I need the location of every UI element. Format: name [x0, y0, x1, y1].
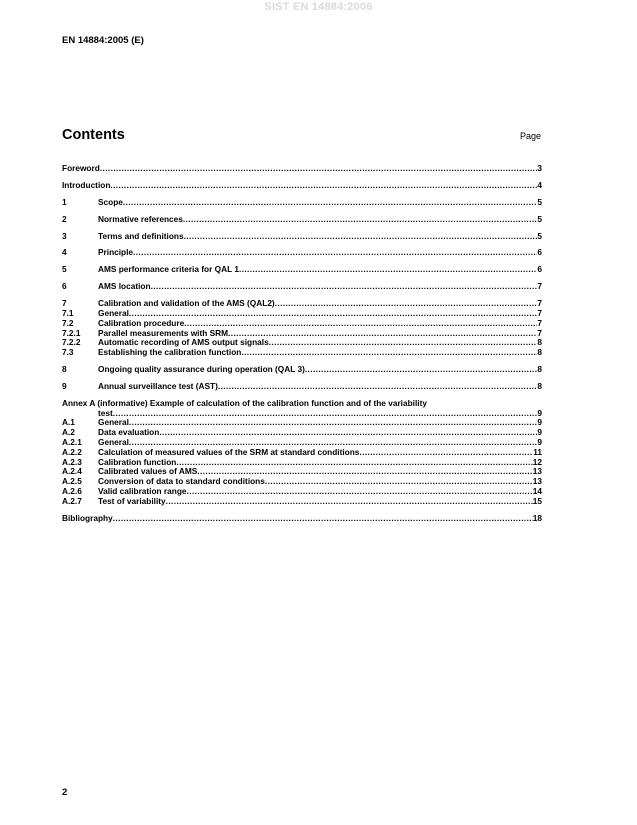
toc-entry-label: Calibration and validation of the AMS (QAL2): [98, 298, 275, 309]
toc-entry-page: 14: [532, 485, 542, 496]
toc-entry-number: A.2.1: [62, 436, 82, 447]
toc-entry-label: Automatic recording of AMS output signals: [98, 337, 269, 348]
toc-entry-label: Test of variability: [98, 495, 166, 506]
toc-entry-number: A.2.6: [62, 485, 82, 496]
toc-entry-label: Bibliography: [62, 512, 113, 523]
toc-entry-label: Normative references: [98, 213, 183, 224]
toc-entry-label: AMS location: [98, 281, 151, 292]
leader-dots: [110, 181, 537, 191]
leader-dots: [275, 299, 538, 309]
toc-entry-scope[interactable]: [62, 198, 542, 208]
toc-entry-establishing-calibration-function[interactable]: [62, 348, 542, 358]
toc-entry-label: Annual surveillance test (AST): [98, 380, 218, 391]
toc-entry-number: 3: [62, 230, 67, 241]
toc-entry-number: 7: [62, 298, 67, 309]
leader-dots: [129, 418, 537, 428]
toc-annex-a-continuation[interactable]: [62, 409, 542, 419]
toc-entry-number: 7.3: [62, 347, 74, 358]
toc-entry-page: 9: [537, 417, 542, 428]
toc-entry-bibliography[interactable]: [62, 514, 542, 524]
toc-entry-terms-and-definitions[interactable]: [62, 232, 542, 242]
leader-dots: [113, 409, 538, 419]
toc-entry-number: 6: [62, 281, 67, 292]
leader-dots: [151, 282, 538, 292]
toc-entry-number: 2: [62, 213, 67, 224]
leader-dots: [159, 428, 537, 438]
toc-entry-label: Calculation of measured values of the SRM at standard conditions: [98, 446, 360, 457]
toc-entry-number: A.2: [62, 427, 75, 438]
toc-entry-number: A.2.3: [62, 456, 82, 467]
toc-entry-page: 4: [537, 179, 542, 190]
toc-entry-label: Calibrated values of AMS: [98, 466, 198, 477]
leader-dots: [265, 477, 533, 487]
leader-dots: [166, 497, 533, 507]
toc-entry-label: Calibration procedure: [98, 317, 185, 328]
leader-dots: [184, 319, 537, 329]
toc-entry-page: 6: [537, 264, 542, 275]
toc-entry-number: 7.2.2: [62, 337, 81, 348]
toc-entry-number: 4: [62, 247, 67, 258]
toc-entry-a-2-data-evaluation[interactable]: [62, 428, 542, 438]
toc-entry-label: Foreword: [62, 163, 100, 173]
toc-entry-page: 18: [532, 512, 542, 523]
leader-dots: [187, 487, 533, 497]
toc-entry-label: Scope: [98, 196, 123, 207]
page-column-label: Page: [519, 131, 541, 141]
toc-entry-page: 9: [537, 407, 542, 418]
toc-entry-label: Establishing the calibration function: [98, 347, 242, 358]
toc-entry-label: General: [98, 417, 129, 428]
toc-entry-number: A.1: [62, 417, 75, 428]
toc-entry-number: 7.2: [62, 317, 74, 328]
toc-entry-label: Introduction: [62, 179, 111, 190]
leader-dots: [183, 215, 538, 225]
leader-dots: [241, 348, 537, 358]
toc-entry-label: General: [98, 307, 129, 318]
leader-dots: [123, 198, 537, 208]
toc-entry-page: 5: [537, 196, 542, 207]
toc-entry-page: 13: [532, 466, 542, 477]
toc-entry-normative-references[interactable]: [62, 215, 542, 225]
leader-dots: [228, 329, 537, 339]
toc-entry-label: Valid calibration range: [98, 485, 187, 496]
toc-entry-number: A.2.5: [62, 476, 82, 487]
toc-entry-page: 8: [537, 347, 542, 358]
toc-entry-label: Data evaluation: [98, 427, 160, 438]
toc-entry-label: test: [98, 407, 113, 418]
toc-entry-ongoing-quality-assurance[interactable]: [62, 365, 542, 375]
leader-dots: [129, 309, 537, 319]
toc-entry-foreword[interactable]: [62, 164, 542, 174]
toc-entry-number: 7.2.1: [62, 327, 81, 338]
toc-entry-page: 8: [537, 337, 542, 348]
toc-entry-page: 7: [537, 298, 542, 309]
toc-entry-page: 12: [532, 456, 542, 467]
document-id: EN 14884:2005 (E): [62, 35, 144, 46]
toc-entry-label: Principle: [98, 247, 134, 258]
toc-entry-page: 9: [537, 436, 542, 447]
leader-dots: [239, 265, 537, 275]
toc-entry-page: 15: [532, 495, 542, 506]
toc-entry-page: 5: [537, 230, 542, 241]
leader-dots: [176, 458, 532, 468]
leader-dots: [100, 164, 538, 174]
toc-entry-page: 13: [532, 476, 542, 487]
toc-entry-label: Parallel measurements with SRM: [98, 327, 229, 338]
toc-entry-label: Calibration function: [98, 456, 177, 467]
toc-entry-number: 9: [62, 380, 67, 391]
toc-entry-page: 11: [533, 446, 542, 457]
toc-entry-number: A.2.7: [62, 495, 82, 506]
leader-dots: [359, 448, 533, 458]
toc-entry-label: General: [98, 436, 129, 447]
toc-entry-principle[interactable]: [62, 248, 542, 258]
toc-entry-label: Terms and definitions: [98, 230, 184, 241]
toc-entry-annual-surveillance-test[interactable]: [62, 382, 542, 392]
toc-entry-a-2-7-test-of-variability[interactable]: [62, 497, 542, 507]
toc-entry-page: 8: [537, 380, 542, 391]
toc-entry-ams-performance-criteria[interactable]: [62, 265, 542, 275]
toc-entry-number: A.2.4: [62, 466, 82, 477]
toc-entry-label: Ongoing quality assurance during operation (QAL 3): [98, 364, 305, 374]
toc-entry-number: 1: [62, 196, 67, 207]
toc-entry-calibration-and-validation[interactable]: [62, 299, 542, 309]
toc-entry-page: 9: [537, 427, 542, 438]
toc-entry-label: Conversion of data to standard conditions: [98, 476, 265, 487]
toc-entry-page: 7: [537, 317, 542, 328]
toc-entry-page: 5: [537, 213, 542, 224]
leader-dots: [305, 365, 538, 375]
contents-title: Contents: [62, 127, 125, 143]
toc-annex-a-heading[interactable]: Annex A (informative) Example of calculation of the calibration function and of the variability: [62, 397, 427, 408]
toc-entry-page: 6: [537, 247, 542, 258]
leader-dots: [113, 514, 533, 524]
toc-entry-page: 8: [537, 364, 542, 374]
leader-dots: [218, 382, 538, 392]
toc-entry-number: 7.1: [62, 307, 74, 318]
watermark: SIST EN 14884:2006: [264, 1, 373, 13]
toc-entry-page: 7: [537, 281, 542, 292]
toc-entry-number: 5: [62, 264, 67, 275]
leader-dots: [269, 338, 538, 348]
toc-entry-page: 3: [537, 163, 542, 173]
toc-entry-introduction[interactable]: [62, 181, 542, 191]
toc-entry-page: 7: [537, 307, 542, 318]
leader-dots: [184, 232, 538, 242]
table-of-contents: [62, 164, 542, 523]
footer-page-number: 2: [62, 787, 68, 798]
toc-entry-ams-location[interactable]: [62, 282, 542, 292]
toc-entry-label: AMS performance criteria for QAL 1: [98, 264, 239, 275]
toc-entry-number: 8: [62, 364, 67, 374]
toc-entry-number: A.2.2: [62, 446, 82, 457]
leader-dots: [133, 248, 537, 258]
toc-entry-page: 7: [537, 327, 542, 338]
